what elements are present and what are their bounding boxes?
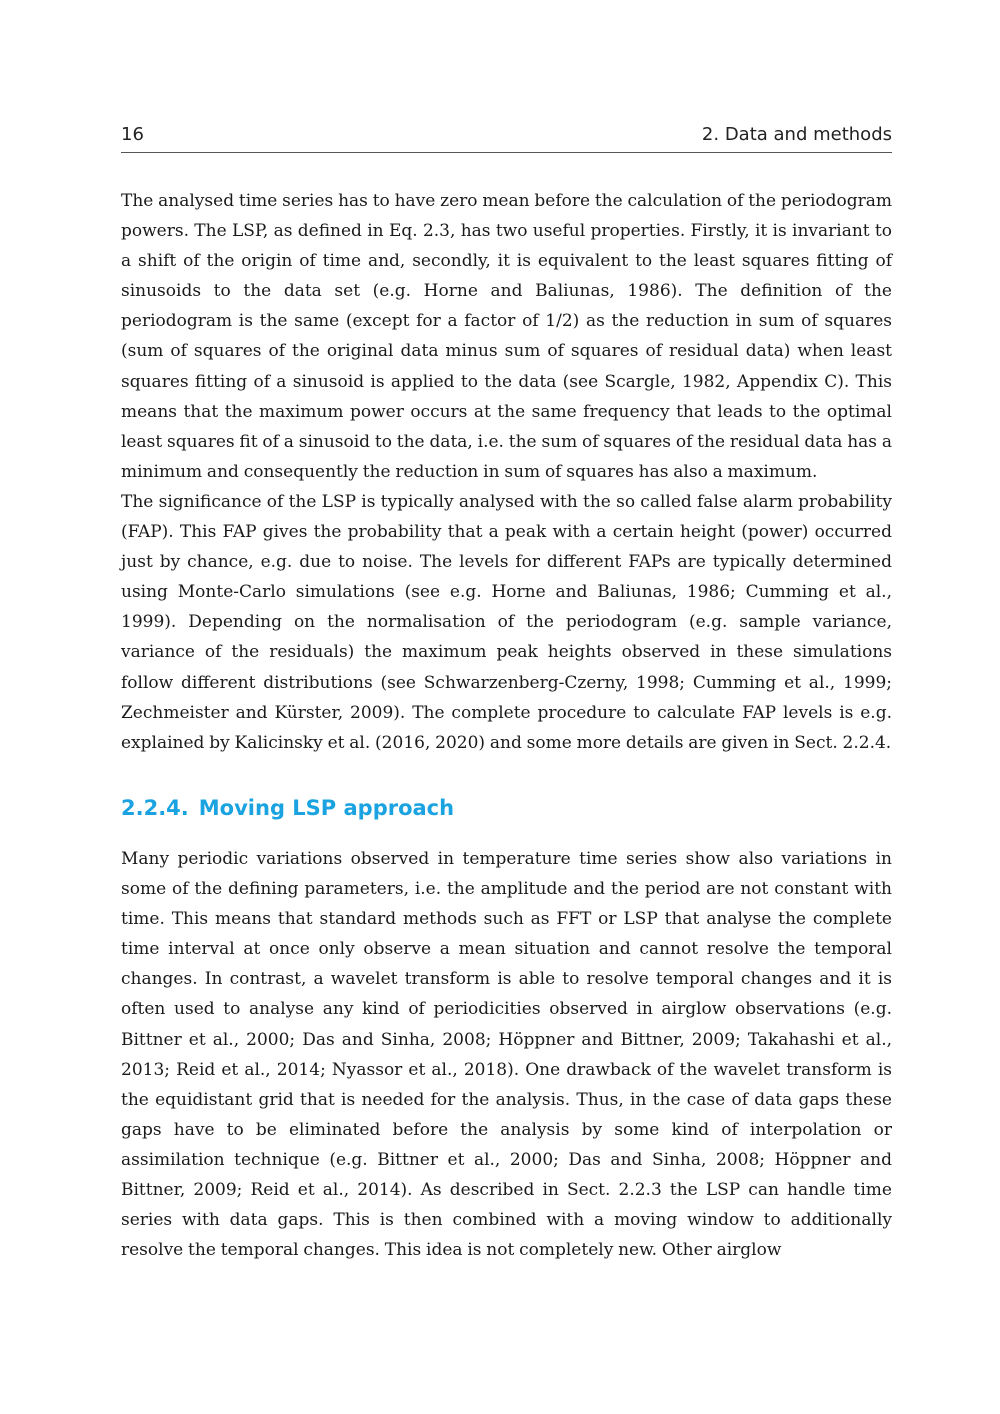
section-title: Moving LSP approach: [198, 796, 455, 820]
page-header: [121, 122, 892, 153]
section-heading: [121, 796, 454, 820]
paragraph-moving-lsp: Many periodic variations observed in temperature time series show also variations in some of the defining parameters, i.e. the amplitude and the period are not constant with time. This means that standard methods such as FFT or LSP that analyse the complete time interval at once only observe a mean situation and cannot resolve the temporal changes. In contrast, a wavelet transform is able to resolve temporal changes and it is often used to analyse any kind of periodicities observed in airglow observations (e.g. Bittner et al., 2000; Das and Sinha, 2008; Höppner and Bittner, 2009; Takahashi et al., 2013; Reid et al., 2014; Nyassor et al., 2018). One drawback of the wavelet transform is the equidistant grid that is needed for the analysis. Thus, in the case of data gaps these gaps have to be eliminated before the analysis by some kind of interpolation or assimilation technique (e.g. Bittner et al., 2000; Das and Sinha, 2008; Höppner and Bittner, 2009; Reid et al., 2014). As described in Sect. 2.2.3 the LSP can handle time series with data gaps. This is then combined with a moving window to additionally resolve the temporal changes. This idea is not completely new. Other airglow: [121, 849, 892, 1261]
paragraph-false-alarm-probability: The significance of the LSP is typically analysed with the so called false alarm probability (FAP). This FAP gives the probability that a peak with a certain height (power) occurred just by chance, e.g. due to noise. The levels for different FAPs are typically determined using Monte-Carlo simulations (see e.g. Horne and Baliunas, 1986; Cumming et al., 1999). Depending on the normalisation of the periodogram (e.g. sample variance, variance of the residuals) the maximum peak heights observed in these simulations follow different distributions (see Schwarzenberg-Czerny, 1998; Cumming et al., 1999; Zechmeister and Kürster, 2009). The complete procedure to calculate FAP levels is e.g. explained by Kalicinsky et al. (2016, 2020) and some more details are given in Sect. 2.2.4.: [121, 492, 892, 753]
running-title: 2. Data and methods: [701, 124, 892, 145]
page-number: 16: [121, 124, 144, 145]
paragraph-periodogram-properties: The analysed time series has to have zero mean before the calculation of the periodogram powers. The LSP, as defined in Eq. 2.3, has two useful properties. Firstly, it is invariant to a shift of the origin of time and, secondly, it is equivalent to the least squares fitting of sinusoids to the data set (e.g. Horne and Baliunas, 1986). The definition of the periodogram is the same (except for a factor of 1/2) as the reduction in sum of squares (sum of squares of the original data minus sum of squares of residual data) when least squares fitting of a sinusoid is applied to the data (see Scargle, 1982, Appendix C). This means that the maximum power occurs at the same frequency that leads to the optimal least squares fit of a sinusoid to the data, i.e. the sum of squares of the residual data has a minimum and consequently the reduction in sum of squares has also a maximum.: [121, 191, 892, 482]
section-number: 2.2.4.: [121, 796, 189, 820]
